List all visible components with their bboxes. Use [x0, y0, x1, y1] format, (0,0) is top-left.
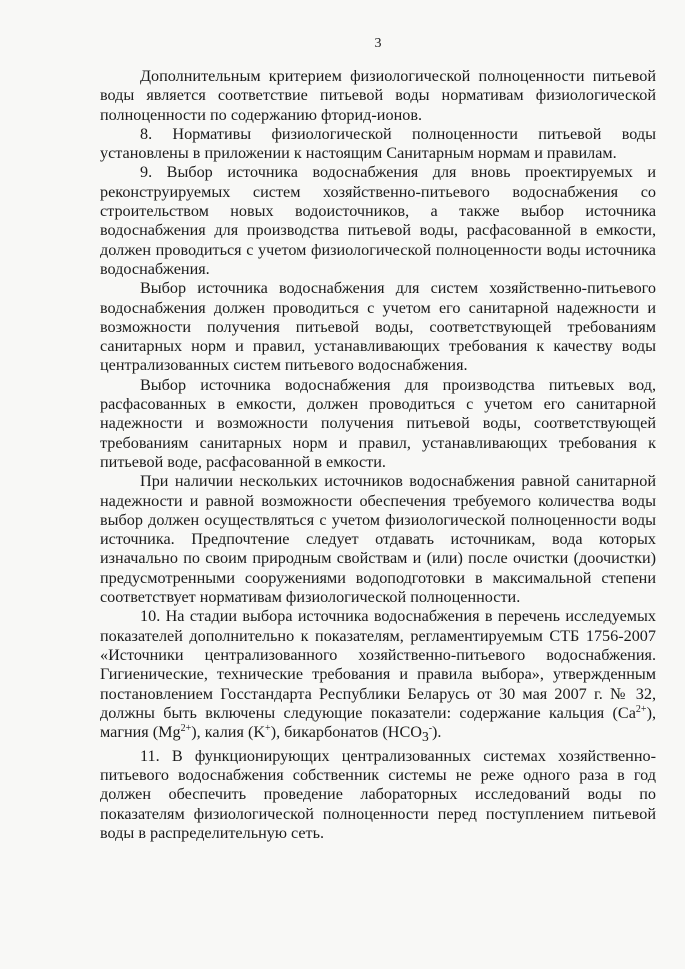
- paragraph-10-main: 10. На стадии выбора источника водоснабжения в перечень исследуемых показателей дополнительно к показателям, регламентируемым СТБ 1756-2007 «Источники централизованного хозяйственно-питьевого водоснабжения. Гигиенические, технические требования и правила выбора», утвержденным постановлением Госстандарта Республики Беларусь от 30 мая 2007 г. № 32, должны быть включены следующие показатели: содержание кальция (Ca: [100, 607, 656, 722]
- potassium-text: ), калия (K: [191, 723, 266, 742]
- magnesium-charge: 2+: [180, 723, 192, 735]
- page-number: 3: [374, 36, 382, 51]
- calcium-charge: 2+: [635, 703, 647, 715]
- paragraph-9: 9. Выбор источника водоснабжения для вновь проектируемых и реконструируемых систем хозяйственно-питьевого водоснабжения со строительством новых водоисточников, а также выбор источника водоснабжения для производства питьевой воды, расфасованной в емкости, должен проводиться с учетом физиологической полноценности воды источника водоснабжения.: [100, 163, 656, 278]
- paragraph-10: [100, 607, 656, 746]
- magnesium-text: ), магния (Mg: [100, 703, 656, 742]
- paragraph-fluoride-criterion: Дополнительным критерием физиологической полноценности питьевой воды является соответствие питьевой воды нормативам физиологической полноценности по содержанию фторид-ионов.: [100, 67, 656, 124]
- bicarbonate-subscript: 3: [421, 729, 429, 745]
- bicarbonate-text: ), бикарбонатов (HCO: [270, 723, 422, 742]
- paragraph-11: 11. В функционирующих централизованных системах хозяйственно-питьевого водоснабжения собственник системы не реже одного раза в год должен обеспечить проведение лабораторных исследований воды по показателям физиологической полноценности перед поступлением питьевой воды в распределительную сеть.: [100, 746, 656, 842]
- bicarbonate-charge: -: [428, 723, 433, 735]
- paragraph-source-selection-systems: Выбор источника водоснабжения для систем хозяйственно-питьевого водоснабжения должен проводиться с учетом его санитарной надежности и возможности получения питьевой воды, соответствующей требованиям санитарных норм и правил, устанавливающих требования к качеству воды централизованных систем питьевого водоснабжения.: [100, 279, 656, 375]
- paragraph-8: 8. Нормативы физиологической полноценности питьевой воды установлены в приложении к настоящим Санитарным нормам и правилам.: [100, 124, 656, 163]
- paragraph-multiple-sources: При наличии нескольких источников водоснабжения равной санитарной надежности и равной возможности обеспечения требуемого количества воды выбор должен осуществляться с учетом физиологической полноценности воды источника. Предпочтение следует отдавать источникам, вода которых изначально по своим природным свойствам и (или) после очистки (доочистки) предусмотренными сооружениями водоподготовки в максимальной степени соответствует нормативам физиологической полноценности.: [100, 472, 656, 607]
- potassium-charge: +: [265, 723, 271, 735]
- paragraph-source-selection-bottled: Выбор источника водоснабжения для производства питьевых вод, расфасованных в емкости, должен проводиться с учетом его санитарной надежности и возможности получения питьевой воды, соответствующей требованиям санитарных норм и правил, устанавливающих требования к питьевой воде, расфасованной в емкости.: [100, 375, 656, 471]
- paragraph-10-end: ).: [432, 723, 442, 742]
